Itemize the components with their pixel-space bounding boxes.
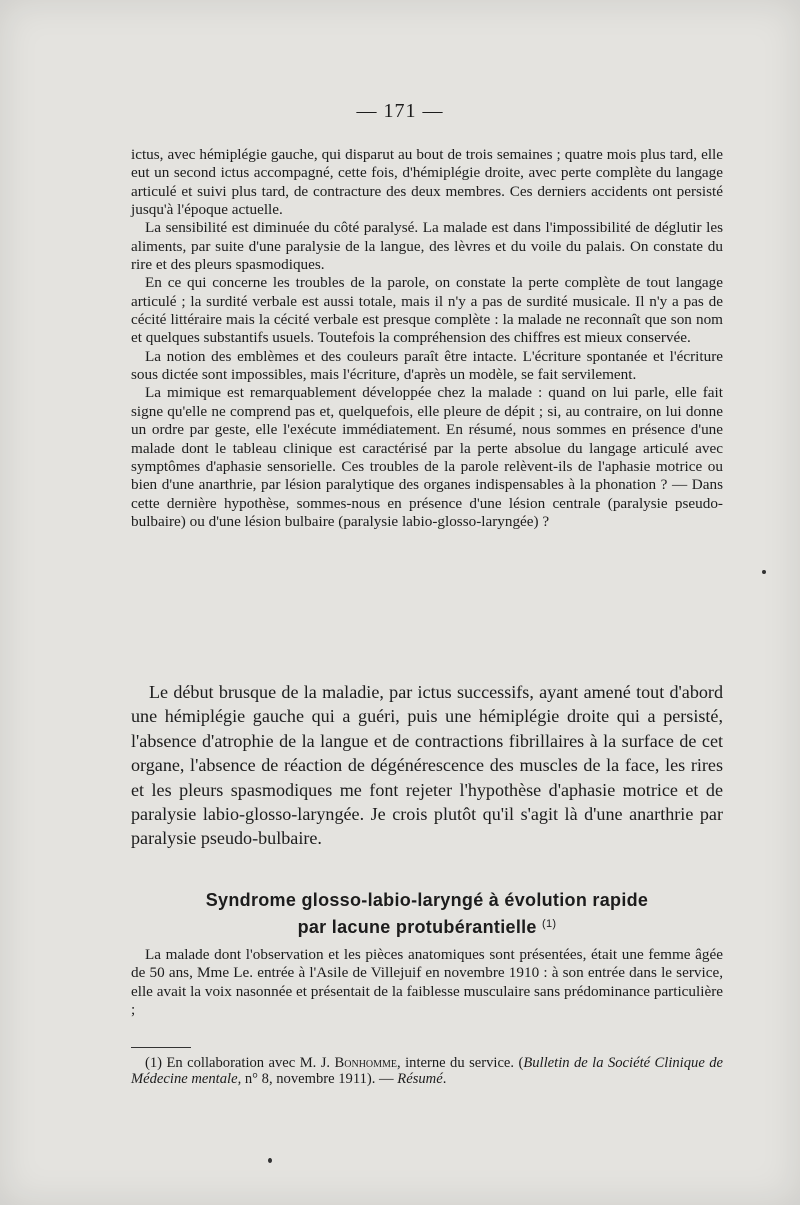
paragraph: En ce qui concerne les troubles de la parole, on constate la perte complète de tout langage articulé ; la surdité verbale est aussi totale, mais il n'y a pas de surdité musicale. Il n'y a pas de cécité littéraire mais la cécité verbale est presque complète : la malade ne reconnaît que son nom et quelques substantifs usuels. Toutefois la compréhension des chiffres est mieux conservée. xyxy=(131,274,723,347)
section-title-line xyxy=(131,912,723,939)
footnote-resume: Résumé xyxy=(397,1071,443,1088)
section-title-line: Syndrome glosso-labio-laryngé à évolution rapide xyxy=(205,890,649,910)
footnote-text: En collaboration avec M. J. xyxy=(166,1055,331,1071)
paragraph: La notion des emblèmes et des couleurs paraît être intacte. L'écriture spontanée et l'écriture sous dictée sont impossibles, mais l'écriture, d'après un modèle, se fait servilement. xyxy=(131,347,723,384)
section-title xyxy=(131,888,723,939)
paragraph: La sensibilité est diminuée du côté paralysé. La malade est dans l'impossibilité de déglutir les aliments, par suite d'une paralysie de la langue, des lèvres et du voile du palais. On constate du rire et des pleurs spasmodiques. xyxy=(131,219,723,274)
paragraph: La malade dont l'observation et les pièces anatomiques sont présentées, était une femme âgée de 50 ans, Mme Le. entrée à l'Asile de Villejuif en novembre 1910 : à son entrée dans le service, elle avait la voix nasonnée et présentait de la faiblesse musculaire sans prédominance particulière ; xyxy=(131,946,723,1019)
footnote-journal: Bulletin de la Société Clinique de Médecine mentale xyxy=(131,1055,723,1088)
paragraph: Le début brusque de la maladie, par ictus successifs, ayant amené tout d'abord une hémiplégie gauche qui a guéri, puis une hémiplégie droite qui a persisté, l'absence d'atrophie de la langue et de contractions fibrillaires à la surface de cet organe, l'absence de réaction de dégénérescence des muscles de la face, les rires et les pleurs spasmodiques me font rejeter l'hypothèse d'aphasie motrice et de paralysie labio-glosso-laryngée. Je crois plutôt qu'il s'agit là d'une anarthrie par paralysie pseudo-bulbaire. xyxy=(131,682,723,849)
page-number: — 171 — xyxy=(356,100,444,122)
footnote-author: Bonhomme xyxy=(334,1055,398,1071)
footnote-reference: (1) xyxy=(542,918,557,930)
footnote-marker: (1) xyxy=(145,1055,163,1071)
footnote-separator xyxy=(131,1047,191,1048)
ink-speck xyxy=(762,570,766,574)
footnote xyxy=(131,1055,723,1088)
ink-speck xyxy=(268,1158,272,1163)
body-text-small xyxy=(131,146,723,531)
section-body xyxy=(131,946,723,1019)
footnote-text: , n° 8, novembre 1911). — xyxy=(237,1071,394,1088)
section-title-text: par lacune protubérantielle xyxy=(297,917,537,937)
paragraph: ictus, avec hémiplégie gauche, qui disparut au bout de trois semaines ; quatre mois plus tard, elle eut un second ictus accompagné, cette fois, d'hémiplégie droite, avec perte complète du langage articulé et suivi plus tard, de contracture des deux membres. Ces derniers accidents ont persisté jusqu'à l'époque actuelle. xyxy=(131,146,723,219)
footnote-text: , interne du service. ( xyxy=(397,1055,524,1071)
paragraph: La mimique est remarquablement développée chez la malade : quand on lui parle, elle fait signe qu'elle ne comprend pas et, quelquefois, elle pleure de dépit ; si, au contraire, on lui donne un ordre par geste, elle l'exécute immédiatement. En résumé, nous sommes en présence d'une malade dont le tableau clinique est caractérisé par la perte absolue du langage articulé avec symptômes d'aphasie sensorielle. Ces troubles de la parole relèvent-ils de l'aphasie motrice ou bien d'une anarthrie, par lésion paralytique des organes indispensables à la phonation ? — Dans cette dernière hypothèse, sommes-nous en présence d'une lésion centrale (paralysie pseudo-bulbaire) ou d'une lésion bulbaire (paralysie labio-glosso-laryngée) ? xyxy=(131,384,723,530)
footnote-text: . xyxy=(442,1071,447,1088)
body-text-large xyxy=(131,680,723,851)
